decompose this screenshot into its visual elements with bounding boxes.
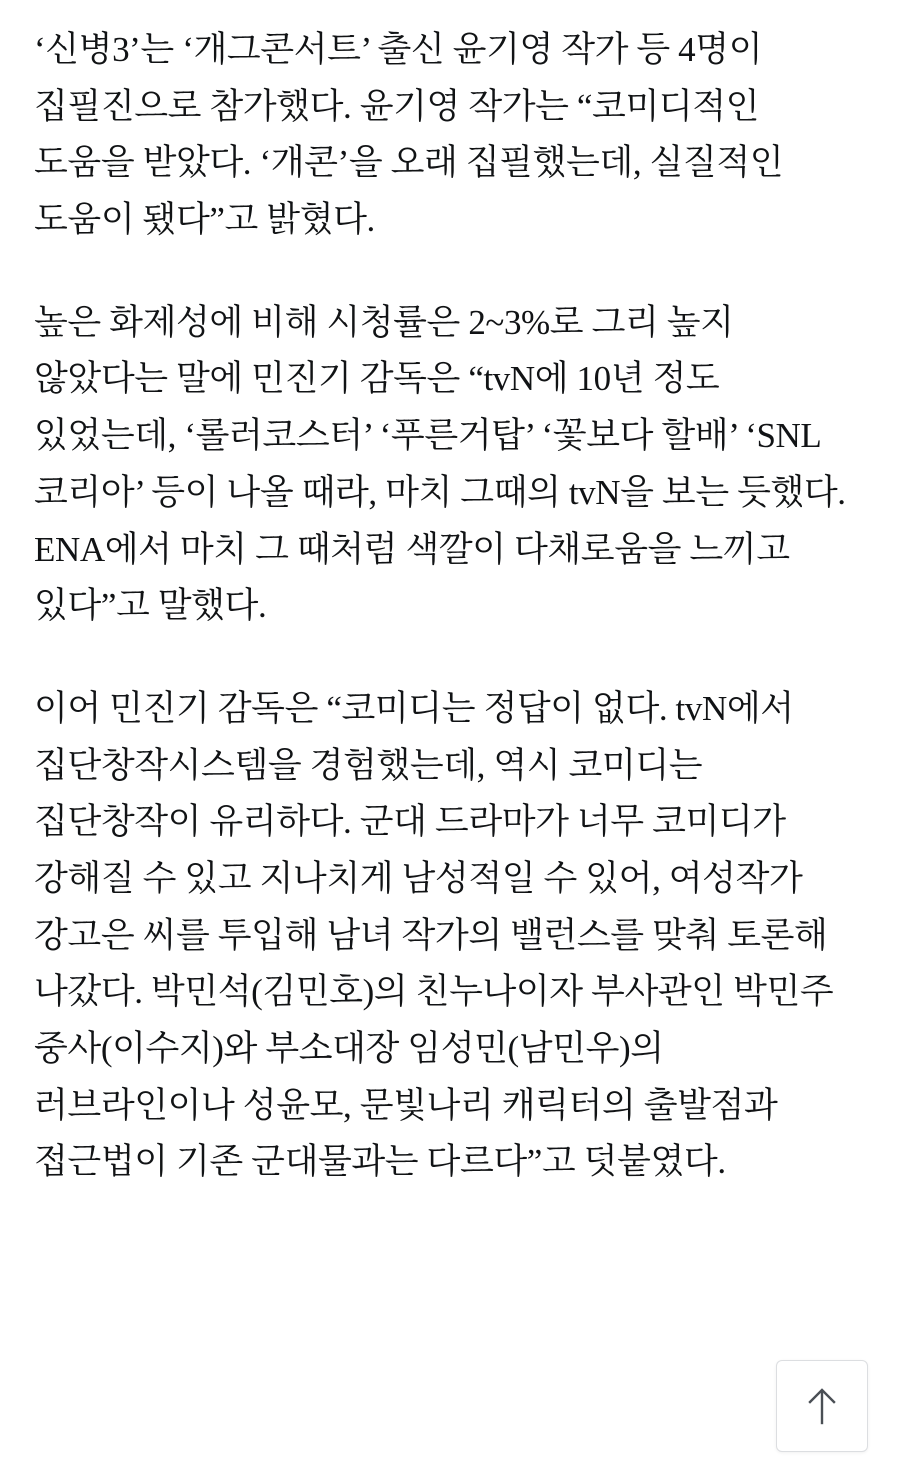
article-paragraph: 높은 화제성에 비해 시청률은 2~3%로 그리 높지 않았다는 말에 민진기 감독은 “tvN에 10년 정도 있었는데, ‘롤러코스터’ ‘푸른거탑’ ‘꽃보다 할배’ ‘SNL 코리아’ 등이 나올 때라, 마치 그때의 tvN을 보는 듯했다. ENA에서 마치 그 때처럼 색깔이 다채로움을 느끼고 있다”고 말했다. [34,302,846,626]
scroll-to-top-button[interactable] [776,1360,868,1452]
article-paragraph: 이어 민진기 감독은 “코미디는 정답이 없다. tvN에서 집단창작시스템을 경험했는데, 역시 코미디는 집단창작이 유리하다. 군대 드라마가 너무 코미디가 강해질 수 있고 지나치게 남성적일 수 있어, 여성작가 강고은 씨를 투입해 남녀 작가의 밸런스를 맞춰 토론해 나갔다. 박민석(김민호)의 친누나이자 부사관인 박민주 중사(이수지)와 부소대장 임성민(남민우)의 러브라인이나 성윤모, 문빛나리 캐릭터의 출발점과 접근법이 기존 군대물과는 다르다”고 덧붙였다. [34,688,834,1182]
article-paragraph: ‘신병3’는 ‘개그콘서트’ 출신 윤기영 작가 등 4명이 집필진으로 참가했다. 윤기영 작가는 “코미디적인 도움을 받았다. ‘개콘’을 오래 집필했는데, 실질적인 도움이 됐다”고 밝혔다. [34,30,784,240]
arrow-up-icon [805,1386,839,1426]
